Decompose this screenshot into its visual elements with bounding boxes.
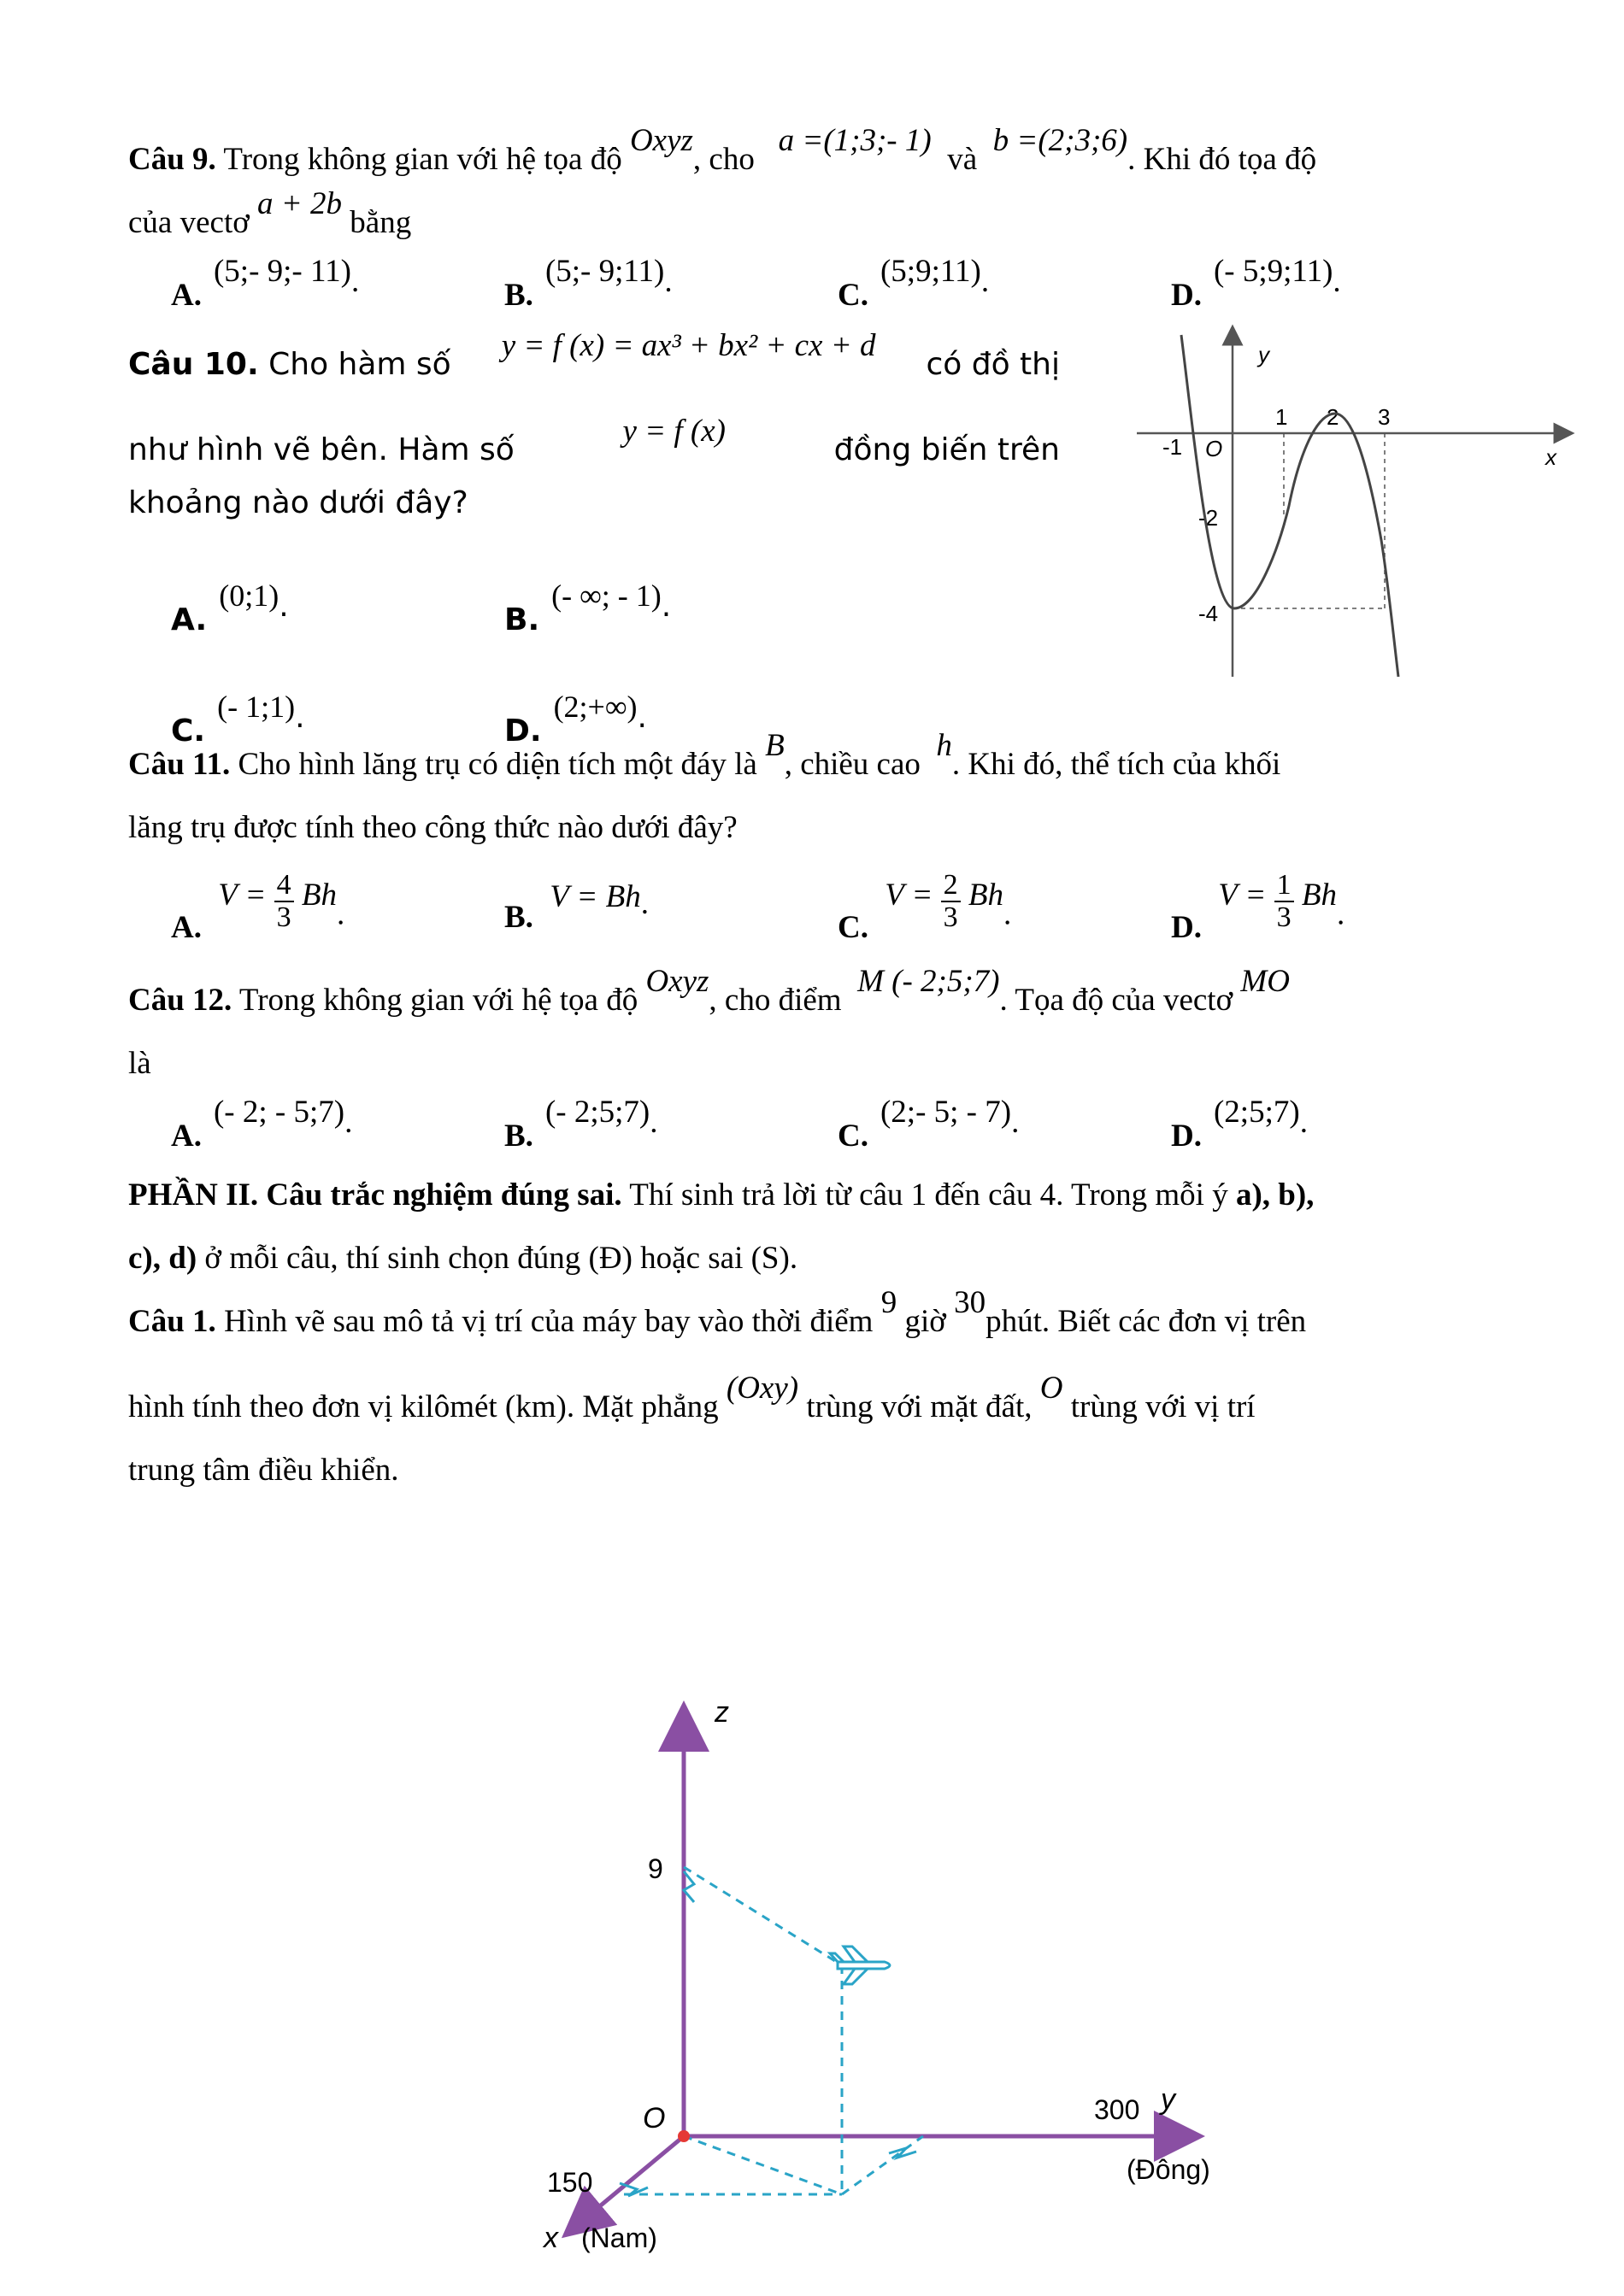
x-axis-label: x	[1545, 444, 1556, 470]
q9-text3: và	[947, 142, 978, 177]
q10-func: y = f (x) = ax³ + bx² + cx + d	[501, 328, 876, 363]
q10-func2: y = f (x)	[622, 414, 726, 449]
q12-point: M (- 2;5;7)	[857, 964, 1000, 999]
airplane-icon	[830, 1947, 890, 1984]
q11-h: h	[936, 728, 952, 763]
q10-option-c[interactable]: C.(- 1;1).	[171, 690, 305, 749]
q10-cubic-graph	[1128, 326, 1573, 685]
q11-label: Câu 11.	[128, 747, 231, 782]
q12-option-c[interactable]: C.(2;- 5; - 7).	[838, 1095, 1020, 1154]
x-tick-3: 3	[1378, 404, 1391, 430]
q9-option-a[interactable]: A.(5;- 9;- 11).	[171, 254, 360, 313]
q9-option-d[interactable]: D.(- 5;9;11).	[1171, 254, 1341, 313]
dash-z-plane	[684, 1867, 842, 1965]
y-direction: (Đông)	[1127, 2154, 1210, 2185]
x-tick-1: 1	[1275, 404, 1288, 430]
q12-vec: MO	[1240, 964, 1290, 999]
p2q1-minute: 30	[954, 1285, 986, 1320]
q9-text1: Trong không gian với hệ tọa độ	[223, 142, 622, 177]
x-tick-2: 2	[1327, 404, 1339, 430]
q9-text6: bằng	[350, 205, 412, 240]
q12-option-d[interactable]: D.(2;5;7).	[1171, 1095, 1308, 1154]
question-12: Câu 12. Trong không gian với hệ tọa độ Oxyz, cho điểm M (- 2;5;7). Tọa độ của vectơ MO là	[128, 964, 1290, 1081]
q11-option-d[interactable]: D. V = $\frac{1}{3}$ Bh.	[1171, 869, 1345, 946]
y-tick-mark	[889, 2148, 916, 2158]
q12-options	[128, 1095, 1509, 1164]
part2-question-1: Câu 1. Hình vẽ sau mô tả vị trí của máy bay vào thời điểm 9 giờ 30phút. Biết các đơn vị trên hình tính theo đơn vị kilômét (km). Mặt phẳng (Oxy) trùng với mặt đất, O trùng với vị trí trung tâm điều khiển.	[128, 1285, 1307, 1488]
y-label: y	[1161, 2083, 1175, 2116]
q12-option-b[interactable]: B.(- 2;5;7).	[504, 1095, 658, 1154]
q9-expr: a + 2b	[257, 186, 343, 221]
q9-label: Câu 9.	[128, 142, 216, 177]
x-direction: (Nam)	[581, 2223, 657, 2253]
p2q1-O: O	[1039, 1371, 1063, 1406]
q9-vec-b: b =(2;3;6)	[992, 123, 1128, 158]
q10-option-b[interactable]: B.(- ∞; - 1).	[504, 578, 672, 637]
q10-option-d[interactable]: D.(2;+∞).	[504, 690, 647, 749]
q9-sys: Oxyz	[629, 123, 693, 158]
q11-options	[128, 860, 1509, 954]
p2q1-label: Câu 1.	[128, 1304, 216, 1339]
q9-vec-a: a =(1;3;- 1)	[778, 123, 932, 158]
y-value: 300	[1094, 2094, 1140, 2125]
q10-label: Câu 10.	[128, 347, 259, 382]
q12-label: Câu 12.	[128, 983, 232, 1018]
y-tick-neg4: -4	[1198, 601, 1219, 626]
q9-option-c[interactable]: C.(5;9;11).	[838, 254, 990, 313]
p2q1-hour: 9	[880, 1285, 897, 1320]
question-9	[128, 123, 1509, 255]
dash-origin-foot	[684, 2136, 842, 2194]
x-tick-neg1: -1	[1162, 434, 1183, 460]
airplane-3d-figure	[544, 1692, 1274, 2256]
p2q1-plane: (Oxy)	[726, 1371, 799, 1406]
origin-label: O	[643, 2102, 666, 2135]
question-10	[128, 328, 1556, 749]
y-tick-neg2: -2	[1198, 505, 1219, 531]
q9-option-b[interactable]: B.(5;- 9;11).	[504, 254, 673, 313]
question-11: Câu 11. Cho hình lăng trụ có diện tích một đáy là B, chiều cao h. Khi đó, thể tích của khối lăng trụ được tính theo công thức nào dưới đây?	[128, 728, 1281, 845]
dash-y-foot	[842, 2136, 923, 2194]
z-label: z	[715, 1696, 729, 1729]
q9-text5: của vectơ	[128, 205, 250, 240]
origin-point	[678, 2130, 690, 2142]
part-2-header: PHẦN II. Câu trắc nghiệm đúng sai. Thí sinh trả lời từ câu 1 đến câu 4. Trong mỗi ý a), b), c), d) ở mỗi câu, thí sinh chọn đúng (Đ) hoặc sai (S).	[128, 1177, 1315, 1276]
x-axis	[581, 2136, 684, 2222]
x-label: x	[544, 2222, 558, 2254]
x-value: 150	[547, 2167, 593, 2198]
y-axis-label: y	[1258, 342, 1269, 367]
q10-text: Câu 10. Cho hàm số y = f (x) = ax³ + bx² + cx + d có đồ thị như hình vẽ bên. Hàm số y = f (x) đồng biến trên khoảng nào dưới đây? A.(0;1). B.(- ∞; - 1). C.(- 1;1). D.(2;+∞).	[128, 335, 1060, 772]
q11-option-a[interactable]: A. V = $\frac{4}{3}$ Bh.	[171, 869, 345, 946]
q11-option-b[interactable]: B. V = Bh.	[504, 879, 649, 935]
q9-options	[128, 255, 1509, 323]
q12-sys: Oxyz	[645, 964, 709, 999]
origin-label: O	[1205, 436, 1223, 461]
q11-B: B	[765, 728, 785, 763]
z-value: 9	[648, 1853, 663, 1884]
part2-title: PHẦN II. Câu trắc nghiệm đúng sai.	[128, 1177, 622, 1213]
q10-option-a[interactable]: A.(0;1).	[171, 578, 289, 637]
q12-option-a[interactable]: A.(- 2; - 5;7).	[171, 1095, 353, 1154]
q9-text4: . Khi đó tọa độ	[1127, 142, 1317, 177]
q11-option-c[interactable]: C. V = $\frac{2}{3}$ Bh.	[838, 869, 1012, 946]
q9-text2: , cho	[692, 142, 755, 177]
